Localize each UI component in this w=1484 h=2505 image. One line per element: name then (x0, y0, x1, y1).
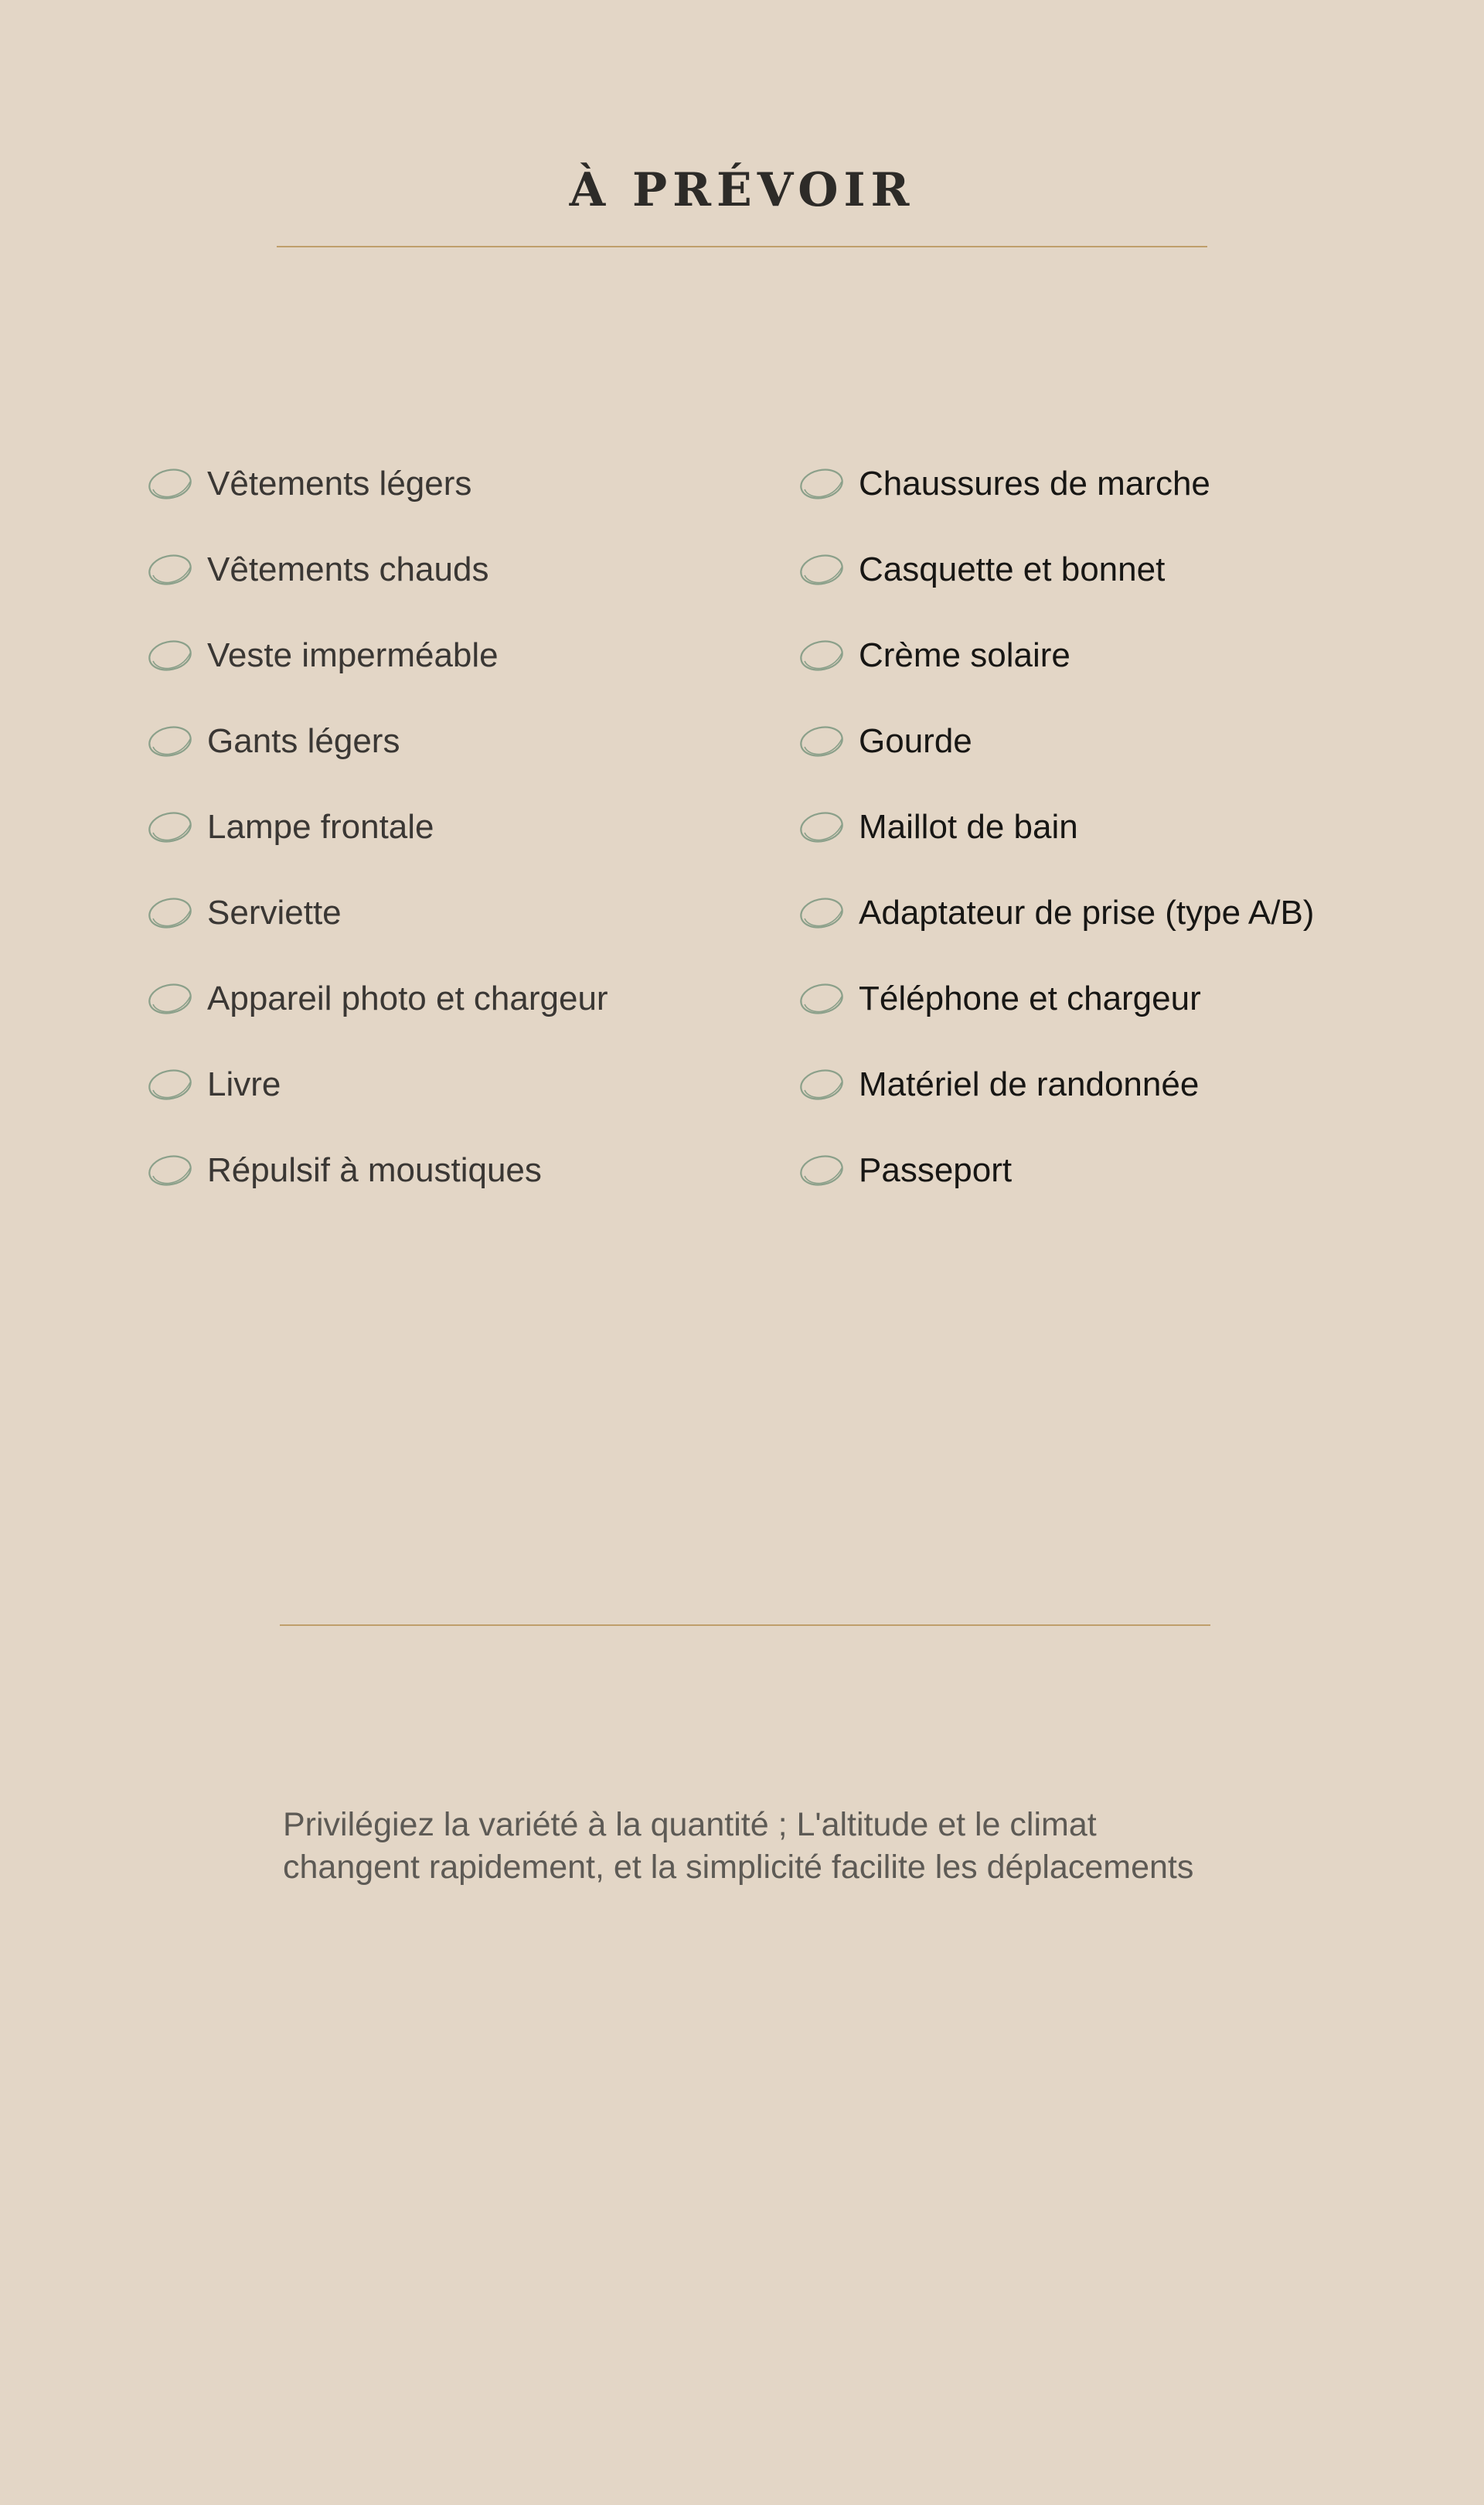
checklist-item[interactable] (798, 870, 1314, 956)
checklist-item-label: Appareil photo et chargeur (207, 979, 608, 1017)
checklist-item[interactable] (147, 1041, 608, 1127)
checklist-item-label: Vêtements chauds (207, 550, 489, 588)
top-divider (277, 246, 1207, 247)
hand-drawn-circle-icon[interactable] (798, 724, 845, 759)
checklist-item[interactable] (147, 698, 608, 784)
checklist-item[interactable] (798, 527, 1314, 612)
checklist-item-label: Chaussures de marche (859, 464, 1210, 503)
checklist-item-label: Veste imperméable (207, 636, 499, 674)
checklist-item-label: Répulsif à moustiques (207, 1150, 542, 1189)
checklist-item[interactable] (147, 956, 608, 1041)
checklist-right-column (798, 441, 1314, 1213)
checklist-item-label: Vêtements légers (207, 464, 472, 503)
hand-drawn-circle-icon[interactable] (147, 552, 193, 588)
checklist-item-label: Téléphone et chargeur (859, 979, 1201, 1017)
checklist-item-label: Gourde (859, 721, 972, 760)
checklist-left-column (147, 441, 608, 1213)
hand-drawn-circle-icon[interactable] (798, 1067, 845, 1103)
checklist-item[interactable] (798, 1127, 1314, 1213)
checklist-item[interactable] (147, 784, 608, 870)
checklist-item-label: Gants légers (207, 721, 400, 760)
checklist-item-label: Matériel de randonnée (859, 1065, 1200, 1103)
checklist-item-label: Lampe frontale (207, 807, 434, 846)
checklist-item-label: Casquette et bonnet (859, 550, 1166, 588)
checklist-item[interactable] (147, 1127, 608, 1213)
hand-drawn-circle-icon[interactable] (147, 1067, 193, 1103)
checklist-item[interactable] (798, 698, 1314, 784)
checklist-item[interactable] (147, 441, 608, 527)
hand-drawn-circle-icon[interactable] (147, 895, 193, 931)
hand-drawn-circle-icon[interactable] (147, 1153, 193, 1188)
packing-tip-note: Privilégiez la variété à la quantité ; L'altitude et le climat changent rapidement, et la simplicité facilite les déplacements (283, 1806, 1194, 1886)
hand-drawn-circle-icon[interactable] (798, 638, 845, 673)
hand-drawn-circle-icon[interactable] (147, 809, 193, 845)
checklist-item-label: Adaptateur de prise (type A/B) (859, 893, 1315, 932)
hand-drawn-circle-icon[interactable] (798, 1153, 845, 1188)
checklist-item-label: Maillot de bain (859, 807, 1078, 846)
checklist-item-label: Crème solaire (859, 636, 1070, 674)
hand-drawn-circle-icon[interactable] (147, 466, 193, 502)
bottom-divider (280, 1624, 1210, 1626)
hand-drawn-circle-icon[interactable] (798, 466, 845, 502)
checklist-item-label: Passeport (859, 1150, 1013, 1189)
checklist-item[interactable] (147, 612, 608, 698)
hand-drawn-circle-icon[interactable] (147, 638, 193, 673)
hand-drawn-circle-icon[interactable] (147, 724, 193, 759)
hand-drawn-circle-icon[interactable] (798, 895, 845, 931)
hand-drawn-circle-icon[interactable] (147, 981, 193, 1017)
checklist-item[interactable] (147, 870, 608, 956)
hand-drawn-circle-icon[interactable] (798, 809, 845, 845)
checklist-item[interactable] (798, 956, 1314, 1041)
checklist-item[interactable] (798, 441, 1314, 527)
checklist-item[interactable] (147, 527, 608, 612)
checklist-item-label: Serviette (207, 893, 342, 932)
hand-drawn-circle-icon[interactable] (798, 981, 845, 1017)
checklist-item[interactable] (798, 612, 1314, 698)
checklist-item-label: Livre (207, 1065, 281, 1103)
checklist-item[interactable] (798, 784, 1314, 870)
checklist-item[interactable] (798, 1041, 1314, 1127)
page-title: À PRÉVOIR (569, 163, 915, 218)
hand-drawn-circle-icon[interactable] (798, 552, 845, 588)
